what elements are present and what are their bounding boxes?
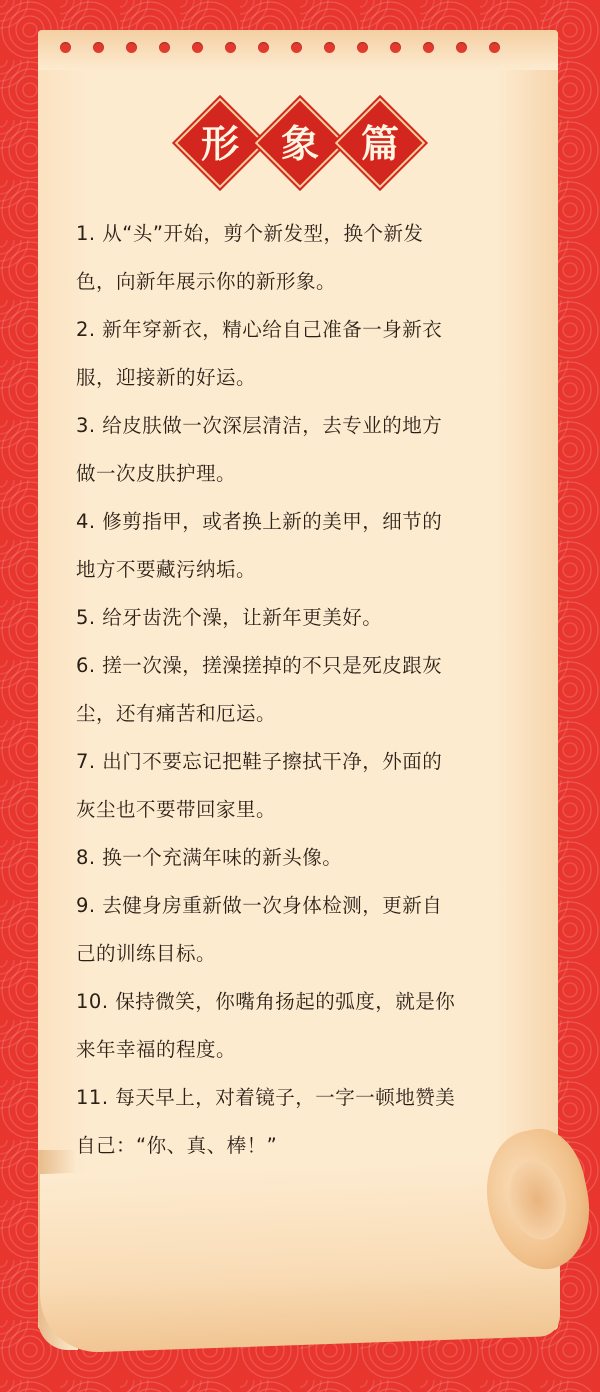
binding-hole [60, 42, 71, 53]
item-line: 服，迎接新的好运。 [76, 366, 257, 389]
item-line: 4. 修剪指甲，或者换上新的美甲，细节的 [76, 510, 443, 533]
item-line: 己的训练目标。 [76, 942, 217, 965]
list-item [76, 306, 536, 402]
binding-hole [192, 42, 203, 53]
item-line: 自己：“你、真、棒！” [76, 1134, 278, 1157]
list-item [76, 594, 536, 642]
item-line: 10. 保持微笑，你嘴角扬起的弧度，就是你 [76, 990, 456, 1013]
title-char: 形 [200, 121, 239, 166]
list-item [76, 882, 536, 978]
list-item [76, 834, 536, 882]
binding-hole [126, 42, 137, 53]
list-item [76, 498, 536, 594]
item-line: 8. 换一个充满年味的新头像。 [76, 846, 343, 869]
item-line: 地方不要藏污纳垢。 [76, 558, 257, 581]
item-line: 3. 给皮肤做一次深层清洁，去专业的地方 [76, 414, 443, 437]
list-item [76, 402, 536, 498]
item-line: 9. 去健身房重新做一次身体检测，更新自 [76, 894, 443, 917]
title-char: 象 [280, 121, 319, 166]
item-line: 7. 出门不要忘记把鞋子擦拭干净，外面的 [76, 750, 443, 773]
tips-list [76, 210, 536, 1170]
item-line: 11. 每天早上，对着镜子，一字一顿地赞美 [76, 1086, 456, 1109]
binding-hole [357, 42, 368, 53]
item-line: 来年幸福的程度。 [76, 1038, 237, 1061]
item-line: 6. 搓一次澡，搓澡搓掉的不只是死皮跟灰 [76, 654, 443, 677]
list-item [76, 1074, 536, 1170]
binding-hole [291, 42, 302, 53]
item-line: 色，向新年展示你的新形象。 [76, 270, 337, 293]
item-line: 2. 新年穿新衣，精心给自己准备一身新衣 [76, 318, 443, 341]
binding-hole [159, 42, 170, 53]
item-line: 做一次皮肤护理。 [76, 462, 237, 485]
item-line: 5. 给牙齿洗个澡，让新年更美好。 [76, 606, 383, 629]
title-char: 篇 [360, 121, 399, 166]
binding-hole [324, 42, 335, 53]
binding-hole [225, 42, 236, 53]
item-line: 尘，还有痛苦和厄运。 [76, 702, 277, 725]
list-item [76, 738, 536, 834]
binding-hole [258, 42, 269, 53]
list-item [76, 978, 536, 1074]
binding-hole [93, 42, 104, 53]
scroll-bottom-curl [40, 1156, 560, 1354]
binding-hole [489, 42, 500, 53]
binding-hole [390, 42, 401, 53]
page-title [188, 102, 412, 188]
item-line: 1. 从“头”开始，剪个新发型，换个新发 [76, 222, 424, 245]
binding-holes [60, 42, 500, 53]
list-item [76, 210, 536, 306]
list-item [76, 642, 536, 738]
item-line: 灰尘也不要带回家里。 [76, 798, 277, 821]
binding-hole [423, 42, 434, 53]
binding-hole [456, 42, 467, 53]
